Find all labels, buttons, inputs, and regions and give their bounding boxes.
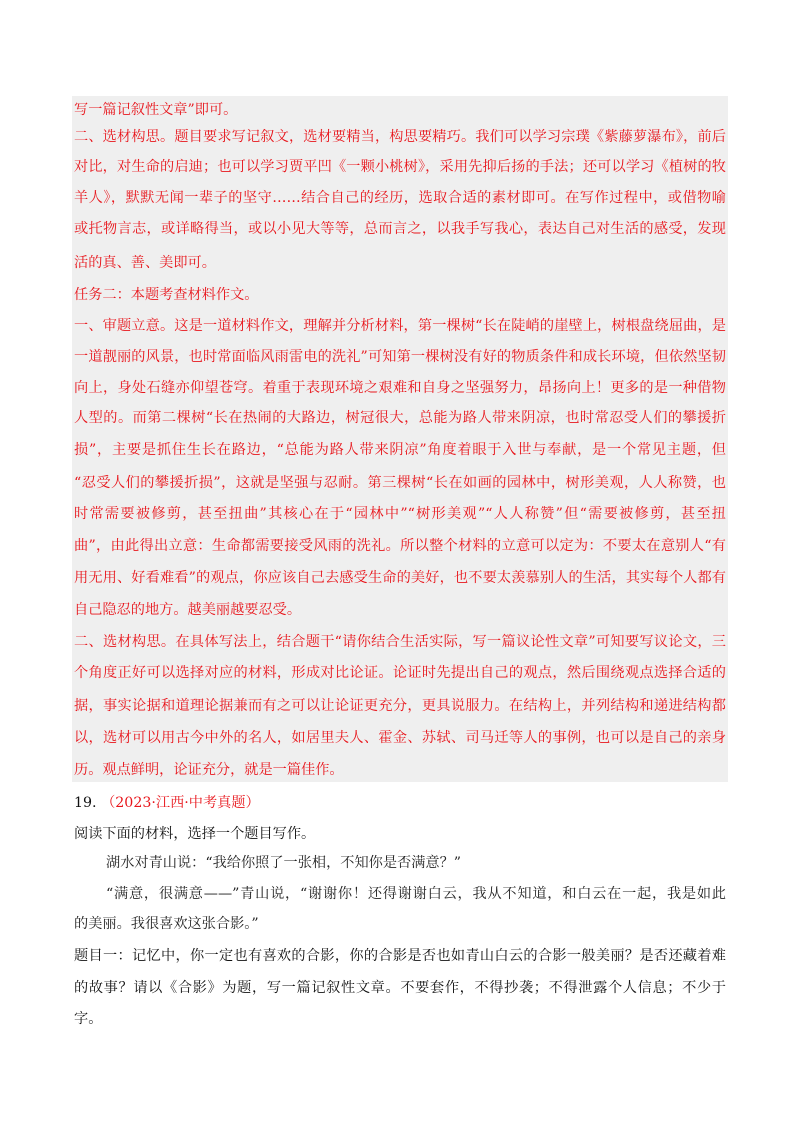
answer-line: 羊人》，默默无闻一辈子的坚守……结合自己的经历，选取合适的素材即可。在写作过程中，或借物喻 xyxy=(74,190,726,206)
answer-line: 二、选材构思。在具体写法上，结合题干“请你结合生活实际，写一篇议论性文章”可知要写议论文，三 xyxy=(74,634,726,650)
question-instruction: 阅读下面的材料，选择一个题目写作。 xyxy=(74,826,316,842)
answer-line: 对比，对生命的启迪；也可以学习贾平凹《一颗小桃树》，采用先抑后扬的手法；还可以学习《植树的牧 xyxy=(74,159,726,175)
answer-line: 写一篇记叙性文章”即可。 xyxy=(74,102,238,118)
material-line: “满意，很满意——”青山说，“谢谢你！还得谢谢白云，我从不知道，和白云在一起，我是如此 xyxy=(106,886,726,902)
prompt-line: 的故事？请以《合影》为题，写一篇记叙性文章。不要套作，不得抄袭；不得泄露个人信息；不少于 xyxy=(74,980,726,996)
answer-line: 自己隐忍的地方。越美丽越要忍受。 xyxy=(74,602,302,618)
answer-line: 向上，身处石缝亦仰望苍穹。着重于表现环境之艰难和自身之坚强努力，昂扬向上！更多的是一种借物 xyxy=(74,380,726,396)
answer-line: 历。观点鲜明，论证充分，就是一篇佳作。 xyxy=(74,762,344,778)
answer-line: 一、审题立意。这是一道材料作文，理解并分析材料，第一棵树“长在陡峭的崖壁上，树根盘绕屈曲，是 xyxy=(74,318,726,334)
answer-line: 用无用、好看难看”的观点，你应该自己去感受生命的美好，也不要太羡慕别人的生活，其实每个人都有 xyxy=(74,570,726,586)
material-line: 的美丽。我很喜欢这张合影。” xyxy=(74,916,259,932)
answer-line: 二、选材构思。题目要求写记叙文，选材要精当，构思要精巧。我们可以学习宗璞《紫藤萝瀑布》，前后 xyxy=(74,129,726,145)
answer-line: 或托物言志，或详略得当，或以小见大等等，总而言之，以我手写我心，表达自己对生活的感受，发现 xyxy=(74,221,726,237)
prompt-line: 题目一：记忆中，你一定也有喜欢的合影，你的合影是否也如青山白云的合影一般美丽？是否还藏着难 xyxy=(74,948,726,964)
answer-line: 任务二：本题考查材料作文。 xyxy=(74,287,259,303)
answer-line: 一道靓丽的风景，也时常面临风雨雷电的洗礼”可知第一棵树没有好的物质条件和成长环境，但依然坚韧 xyxy=(74,349,726,365)
answer-line: 曲”，由此得出立意：生命都需要接受风雨的洗礼。所以整个材料的立意可以定为：不要太在意别人“有 xyxy=(74,538,726,554)
answer-line: 时常需要被修剪，甚至扭曲”其核心在于“园林中”“树形美观”“人人称赞”但“需要被修剪，甚至扭 xyxy=(74,506,726,522)
question-header xyxy=(74,793,726,813)
answer-line: 损”，主要是抓住生长在路边，“总能为路人带来阴凉”角度着眼于入世与奉献，是一个常见主题，但 xyxy=(74,442,726,458)
answer-line: “忍受人们的攀援折损”，这就是坚强与忍耐。第三棵树“长在如画的园林中，树形美观，人人称赞，也 xyxy=(74,475,726,491)
answer-line: 以，选材可以用古今中外的名人，如居里夫人、霍金、苏轼、司马迁等人的事例，也可以是自己的亲身 xyxy=(74,730,726,746)
prompt-line: 字。 xyxy=(74,1011,103,1027)
answer-line: 据，事实论据和道理论据兼而有之可以让论证更充分，更具说服力。在结构上，并列结构和递进结构都 xyxy=(74,698,726,714)
answer-line: 人型的。而第二棵树“长在热闹的大路边，树冠很大，总能为路人带来阴凉，也时常忍受人们的攀援折 xyxy=(74,410,726,426)
material-line: 湖水对青山说：“我给你照了一张相，不知你是否满意？” xyxy=(106,855,462,871)
answer-line: 个角度正好可以选择对应的材料，形成对比论证。论证时先提出自己的观点，然后围绕观点选择合适的 xyxy=(74,665,726,681)
answer-line: 活的真、善、美即可。 xyxy=(74,255,216,271)
question-number: 19. xyxy=(74,795,97,811)
question-source: （2023·江西·中考真题） xyxy=(101,795,260,811)
